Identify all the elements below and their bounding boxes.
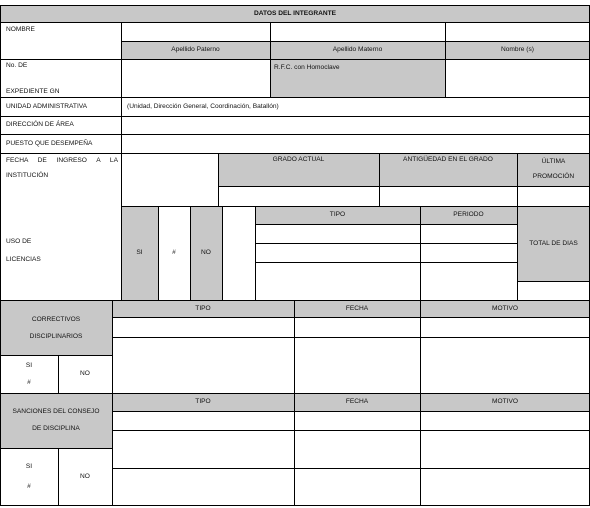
unidad-input[interactable]: (Unidad, Dirección General, Coordinación, Batallón) [127, 102, 279, 110]
correctivo-tipo-row-1[interactable] [113, 318, 294, 337]
fecha-ingreso-input[interactable] [122, 154, 218, 206]
expediente-label-line1: No. DE [6, 62, 28, 69]
expediente-label [6, 62, 120, 96]
licencia-periodo-row-2[interactable] [421, 244, 517, 262]
licencias-si-label: SI [136, 249, 143, 257]
rfc-label: R.F.C. con Homoclave [274, 64, 340, 71]
sanciones-tipo-header: TIPO [195, 398, 211, 406]
correctivo-motivo-row-1[interactable] [421, 318, 589, 337]
licencias-count-input[interactable]: # [172, 249, 176, 257]
sancion-fecha-row-3[interactable] [295, 469, 420, 505]
fecha-ingreso-line1: FECHA DE INGRESO A LA [6, 157, 118, 164]
correctivo-motivo-row-2[interactable] [421, 338, 589, 393]
apellido-paterno-label: Apellido Paterno [171, 46, 220, 54]
correctivo-tipo-row-2[interactable] [113, 338, 294, 393]
correctivos-si-label: SI [25, 361, 33, 369]
correctivos-no-label[interactable]: NO [80, 370, 90, 378]
direccion-input[interactable] [122, 117, 589, 134]
correctivos-label [0, 312, 112, 344]
licencia-tipo-row-3[interactable] [256, 263, 420, 300]
sanciones-si-cell[interactable] [0, 449, 58, 505]
correctivos-count-label: # [27, 378, 31, 386]
sanciones-fecha-header: FECHA [345, 398, 369, 406]
sanciones-si-label: SI [25, 463, 33, 471]
licencias-no-input[interactable] [223, 207, 255, 300]
ultima-line1: ÚLTIMA [541, 157, 566, 165]
apellido-materno-input[interactable] [271, 23, 444, 41]
puesto-label: PUESTO QUE DESEMPEÑA [6, 139, 93, 147]
nombre-label: NOMBRE [6, 26, 35, 33]
licencias-tipo-header: TIPO [329, 211, 346, 219]
expediente-input[interactable] [122, 60, 269, 97]
correctivos-line2: DISCIPLINARIOS [29, 332, 83, 340]
correctivos-motivo-header: MOTIVO [491, 304, 518, 312]
ultima-line2: PROMOCIÓN [532, 172, 575, 180]
licencias-line2: LICENCIAS [6, 255, 41, 263]
apellido-paterno-input[interactable] [122, 23, 269, 41]
sanciones-line2: DE DISCIPLINA [32, 424, 80, 432]
antiguedad-label: ANTIGÜEDAD EN EL GRADO [403, 156, 493, 164]
correctivo-fecha-row-2[interactable] [295, 338, 420, 393]
sancion-motivo-row-2[interactable] [421, 431, 589, 468]
sanciones-count-label: # [27, 483, 31, 490]
sanciones-label [0, 404, 112, 436]
licencias-label [6, 238, 116, 268]
expediente-label-line2: EXPEDIENTE GN [6, 88, 60, 96]
antiguedad-input[interactable] [380, 187, 517, 206]
fecha-ingreso-line2: INSTITUCIÓN [6, 171, 49, 179]
total-dias-label: TOTAL DE DIAS [529, 239, 578, 247]
sancion-tipo-row-2[interactable] [113, 431, 294, 468]
form-title: DATOS DEL INTEGRANTE [253, 9, 337, 17]
sanciones-line1: SANCIONES DEL CONSEJO [12, 407, 100, 415]
sancion-fecha-row-2[interactable] [295, 431, 420, 468]
sancion-fecha-row-1[interactable] [295, 412, 420, 430]
apellido-materno-label: Apellido Materno [332, 46, 383, 54]
correctivos-tipo-header: TIPO [195, 304, 211, 312]
sancion-motivo-row-3[interactable] [421, 469, 589, 505]
ultima-promocion-label [517, 154, 590, 184]
puesto-input[interactable] [122, 135, 589, 153]
sanciones-motivo-header: MOTIVO [491, 398, 518, 406]
correctivos-fecha-header: FECHA [345, 304, 369, 312]
grado-actual-label: GRADO ACTUAL [272, 156, 325, 164]
licencias-no-label: NO [201, 249, 211, 257]
fecha-ingreso-label [6, 157, 118, 187]
sancion-motivo-row-1[interactable] [421, 412, 589, 430]
rfc-input[interactable] [446, 60, 589, 97]
unidad-label: UNIDAD ADMINISTRATIVA [6, 102, 88, 110]
ultima-promocion-input[interactable] [518, 187, 589, 206]
licencia-tipo-row-2[interactable] [256, 244, 420, 262]
sanciones-no-label[interactable]: NO [80, 473, 90, 481]
correctivo-fecha-row-1[interactable] [295, 318, 420, 337]
licencia-tipo-row-1[interactable] [256, 225, 420, 243]
sancion-tipo-row-3[interactable] [113, 469, 294, 505]
nombres-label: Nombre (s) [501, 46, 534, 54]
direccion-label: DIRECCIÓN DE ÁREA [6, 121, 74, 129]
sancion-tipo-row-1[interactable] [113, 412, 294, 430]
licencias-line1: USO DE [6, 238, 32, 245]
grado-actual-input[interactable] [219, 187, 379, 206]
correctivos-line1: CORRECTIVOS [31, 315, 81, 323]
nombres-input[interactable] [446, 23, 589, 41]
total-dias-input[interactable] [518, 282, 589, 300]
licencia-periodo-row-3[interactable] [421, 263, 517, 300]
licencia-periodo-row-1[interactable] [421, 225, 517, 243]
correctivos-si-cell[interactable] [0, 355, 58, 393]
licencias-periodo-header: PERIODO [453, 211, 484, 219]
